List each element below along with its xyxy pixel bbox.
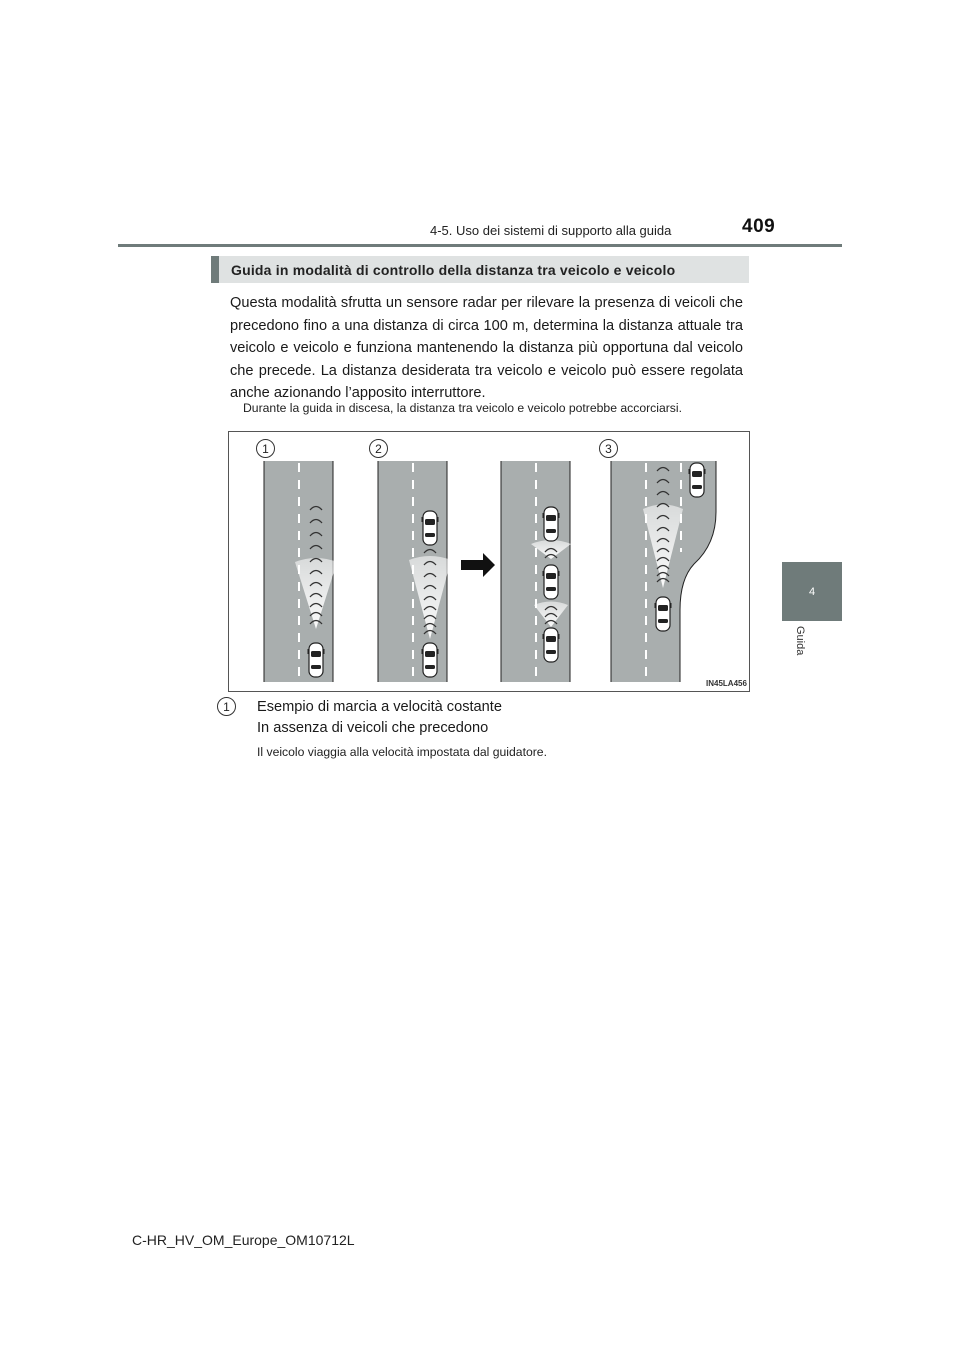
example-number: 1 — [217, 697, 236, 716]
example-title — [257, 697, 502, 739]
section-body-text: Questa modalità sfrutta un sensore radar per rilevare la presenza di veicoli che precedono fino a una distanza di circa 100 m, determina la distanza attuale tra veicolo e veicolo e funziona mantenendo la distanza più opportuna dal veicolo che precede. La distanza desiderata tra veicolo e veicolo può essere regolata anche azionando l’apposito interruttore. — [230, 295, 743, 402]
header-section-title: 4-5. Uso dei sistemi di supporto alla guida — [430, 223, 672, 238]
figure-marker-1: 1 — [256, 439, 275, 458]
footer-doc-code: C-HR_HV_OM_Europe_OM10712L — [132, 1232, 355, 1248]
chapter-tab[interactable]: 4 — [782, 562, 842, 621]
section-heading: Guida in modalità di controllo della distanza tra veicolo e veicolo — [211, 256, 749, 283]
middle-car-3 — [543, 565, 560, 599]
own-car-4 — [655, 597, 672, 631]
figure-marker-2: 2 — [369, 439, 388, 458]
merging-car-4 — [689, 463, 706, 497]
figure-code: IN45LA456 — [706, 679, 747, 688]
chapter-label: Guida — [794, 626, 806, 656]
illustration — [228, 431, 750, 692]
section-note: Durante la guida in discesa, la distanza tra veicolo e veicolo potrebbe accorciarsi. — [243, 401, 682, 415]
example-title-line-2: In assenza di veicoli che precedono — [257, 720, 489, 736]
own-car-2 — [422, 643, 439, 677]
own-car-1 — [308, 643, 325, 677]
page-number: 409 — [742, 216, 776, 237]
header-rule — [118, 244, 842, 247]
example-note: Il veicolo viaggia alla velocità impostata dal guidatore. — [257, 745, 547, 759]
transition-arrow — [461, 553, 495, 577]
own-car-3 — [543, 628, 560, 662]
figure-marker-3: 3 — [599, 439, 618, 458]
road-diagram — [229, 432, 749, 691]
lead-car-3 — [543, 507, 560, 541]
lead-car-2 — [422, 511, 439, 545]
example-title-line-1: Esempio di marcia a velocità costante — [257, 699, 502, 715]
